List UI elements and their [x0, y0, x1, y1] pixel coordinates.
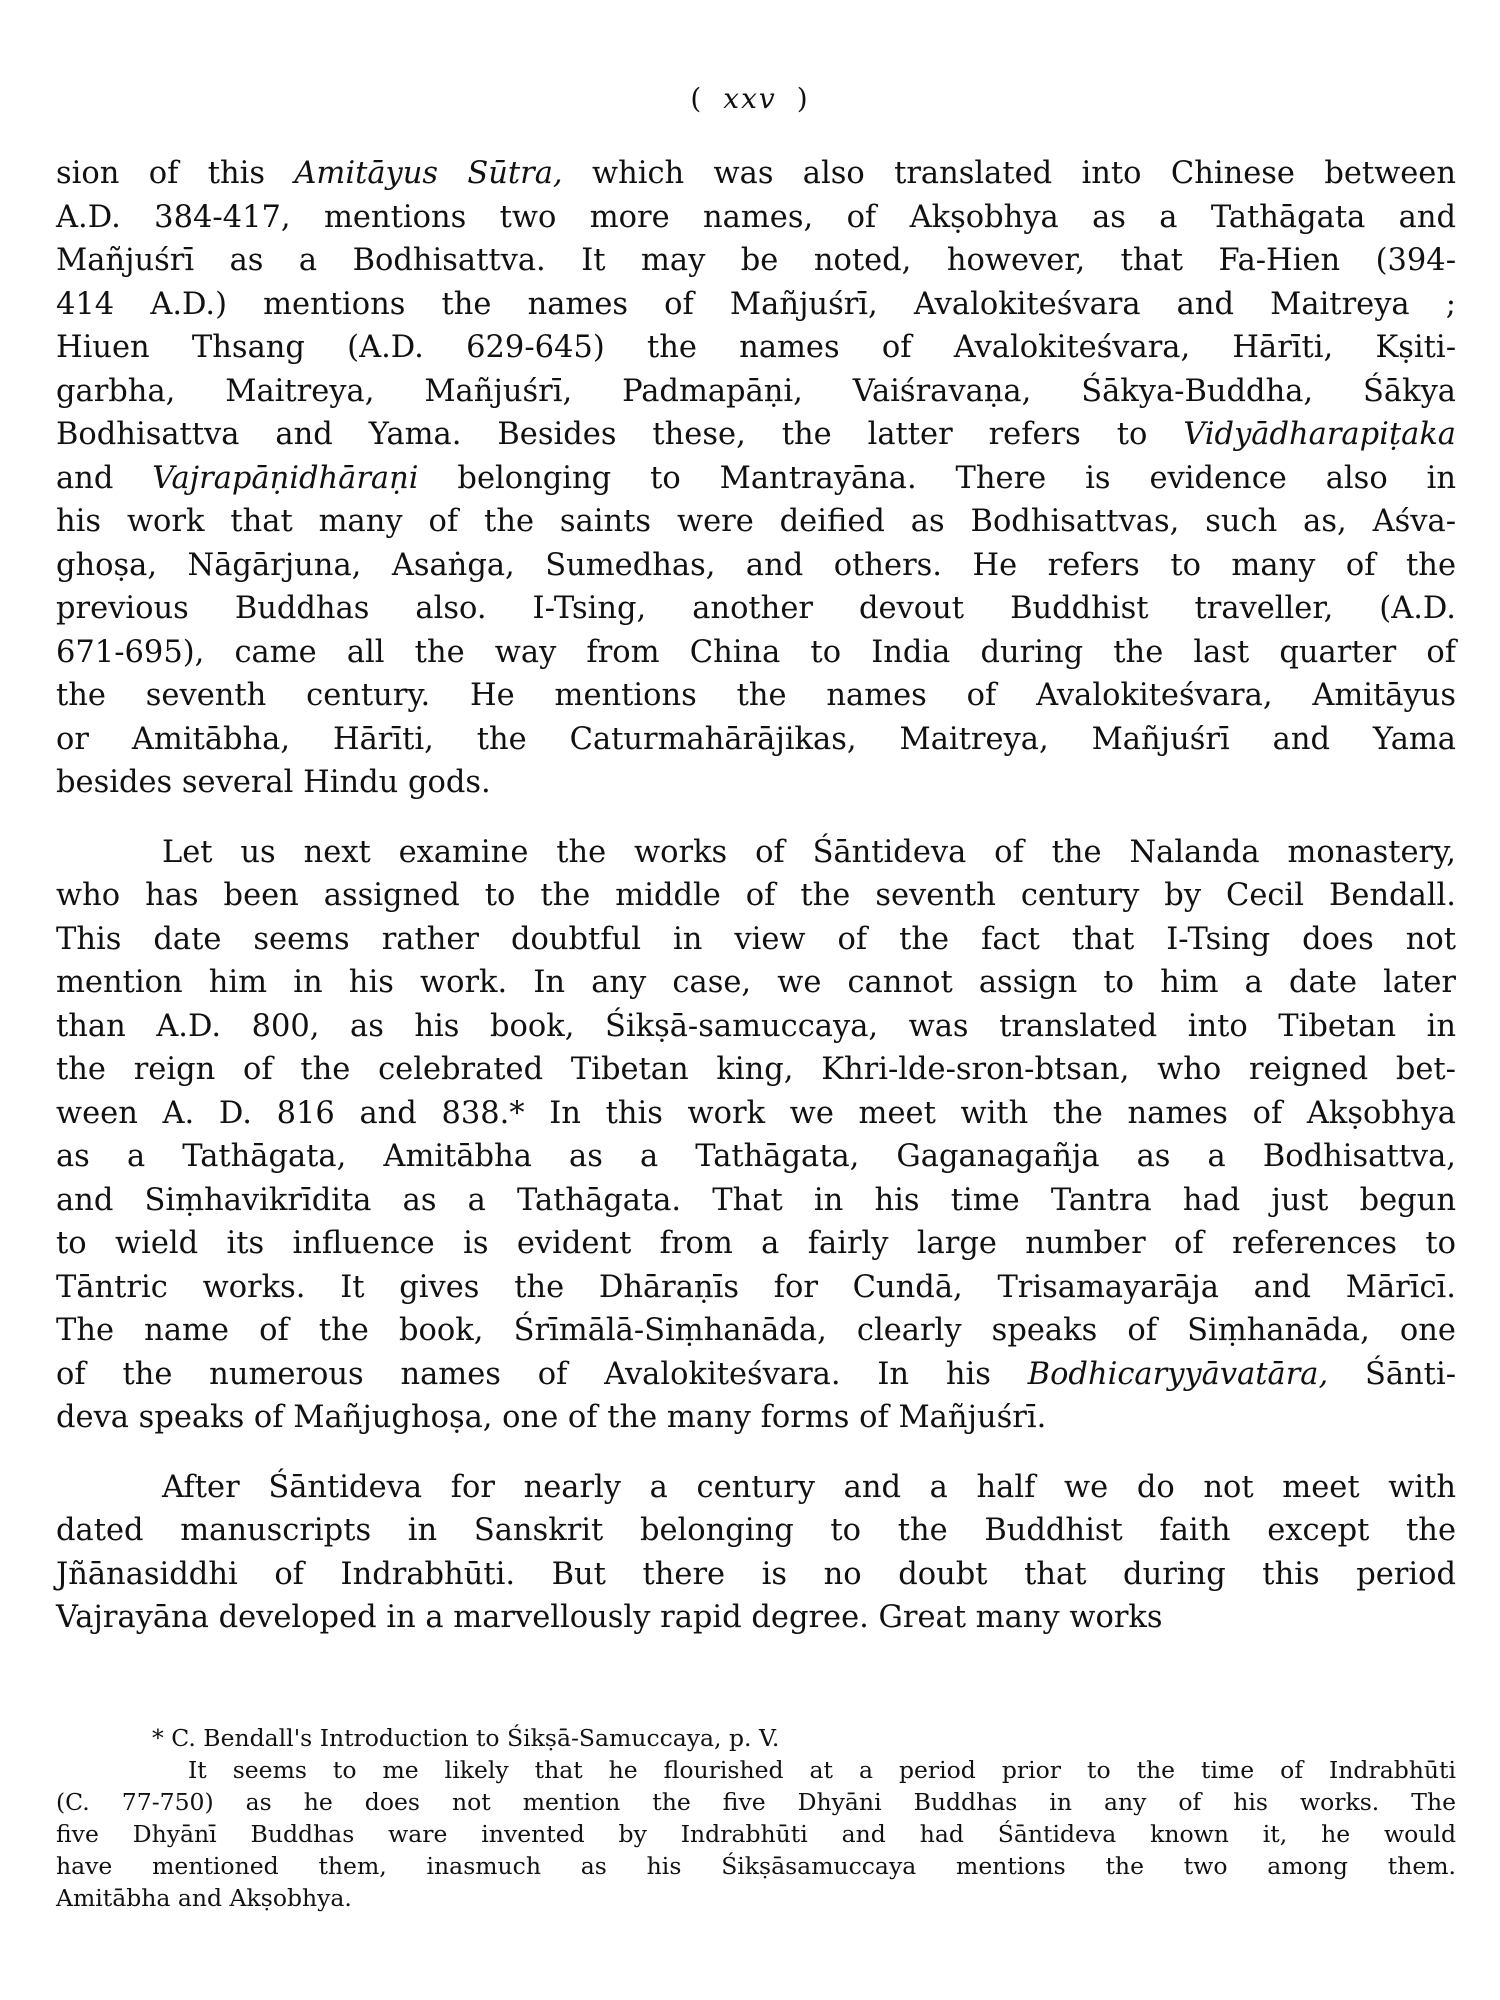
- text-segment: than A.D. 800, as his book, Śikṣā-samuccaya, was translated into Tibetan in: [56, 1008, 1456, 1044]
- body-text: [56, 152, 1456, 1666]
- text-line: [56, 674, 1456, 718]
- text-segment: belonging to Mantrayāna. There is evidence also in: [418, 460, 1456, 496]
- text-line: [56, 1005, 1456, 1049]
- text-segment: dated manuscripts in Sanskrit belonging to the Buddhist faith except the: [56, 1513, 1456, 1548]
- italic-title: Vajrapāṇidhāraṇi: [152, 460, 419, 496]
- text-line: [56, 918, 1456, 962]
- text-segment: garbha, Maitreya, Mañjuśrī, Padmapāṇi, Vaiśravaṇa, Śākya-Buddha, Śākya: [56, 373, 1456, 409]
- text-segment: The name of the book, Śrīmālā-Siṃhanāda, clearly speaks of Siṃhanāda, one: [56, 1313, 1456, 1348]
- text-line: [56, 761, 1456, 805]
- text-line: [56, 1179, 1456, 1223]
- text-line: [56, 544, 1456, 588]
- text-line: [56, 196, 1456, 240]
- footnote-line: have mentioned them, inasmuch as his Śikṣāsamuccaya mentions the two among them.: [56, 1852, 1456, 1880]
- text-segment: his work that many of the saints were deified as Bodhisattvas, such as, Aśva-: [56, 504, 1456, 539]
- italic-title: Vidyādharapiṭaka: [1183, 417, 1456, 452]
- text-line: [56, 500, 1456, 544]
- text-line: [56, 1553, 1456, 1597]
- text-segment: A.D. 384-417, mentions two more names, of Akṣobhya as a Tathāgata and: [56, 199, 1456, 235]
- text-segment: Bodhisattva and Yama. Besides these, the latter refers to: [56, 417, 1184, 452]
- text-segment: ween A. D. 816 and 838.* In this work we meet with the names of Akṣobhya: [56, 1095, 1456, 1131]
- text-segment: sion of this: [56, 156, 295, 191]
- text-line: [56, 718, 1456, 762]
- text-segment: and Siṃhavikrīdita as a Tathāgata. That in his time Tantra had just begun: [56, 1182, 1456, 1218]
- text-segment: besides several Hindu gods.: [56, 765, 491, 800]
- text-segment: deva speaks of Mañjughoṣa, one of the many forms of Mañjuśrī.: [56, 1400, 1047, 1435]
- text-line: [56, 1396, 1456, 1440]
- text-segment: mention him in his work. In any case, we cannot assign to him a date later: [56, 965, 1456, 1000]
- text-line: [56, 1266, 1456, 1310]
- text-line: [56, 1222, 1456, 1266]
- text-segment: 671-695), came all the way from China to India during the last quarter of: [56, 634, 1456, 670]
- text-segment: previous Buddhas also. I-Tsing, another devout Buddhist traveller, (A.D.: [56, 591, 1456, 626]
- footnote-line: It seems to me likely that he flourished at a period prior to the time of Indrabhūti: [188, 1756, 1456, 1784]
- text-segment: or Amitābha, Hārīti, the Caturmahārājikas, Maitreya, Mañjuśrī and Yama: [56, 721, 1456, 757]
- text-line: [56, 1092, 1456, 1136]
- text-segment: Śānti-: [1328, 1356, 1457, 1392]
- text-line: [56, 1135, 1456, 1179]
- text-segment: and: [56, 460, 153, 496]
- text-line: [56, 370, 1456, 414]
- text-segment: as a Tathāgata, Amitābha as a Tathāgata, Gaganagañja as a Bodhisattva,: [56, 1139, 1456, 1174]
- footnote: [56, 1722, 1456, 1914]
- footnote-line: (C. 77-750) as he does not mention the five Dhyāni Buddhas in any of his works. The: [56, 1788, 1456, 1816]
- text-segment: Vajrayāna developed in a marvellously rapid degree. Great many works: [56, 1600, 1163, 1635]
- text-line: [56, 326, 1456, 370]
- italic-title: Bodhicaryyāvatāra,: [1027, 1356, 1329, 1392]
- text-line: [56, 1353, 1456, 1397]
- text-segment: After Śāntideva for nearly a century and a half we do not meet with: [162, 1469, 1456, 1505]
- text-segment: to wield its influence is evident from a fairly large number of references to: [56, 1226, 1456, 1261]
- text-line: [56, 239, 1456, 283]
- text-line: [56, 1509, 1456, 1553]
- page-number-value: xxv: [723, 82, 777, 115]
- text-line: [56, 457, 1456, 501]
- text-segment: Jñānasiddhi of Indrabhūti. But there is no doubt that during this period: [56, 1556, 1456, 1592]
- text-segment: the reign of the celebrated Tibetan king, Khri-lde-sron-btsan, who reigned bet-: [56, 1052, 1456, 1087]
- text-line: [56, 961, 1456, 1005]
- text-line: [56, 152, 1456, 196]
- text-line: [56, 1048, 1456, 1092]
- text-segment: Mañjuśrī as a Bodhisattva. It may be noted, however, that Fa-Hien (394-: [56, 243, 1456, 278]
- text-segment: which was also translated into Chinese between: [562, 156, 1456, 191]
- text-line: [56, 631, 1456, 675]
- text-line: [56, 587, 1456, 631]
- text-segment: the seventh century. He mentions the names of Avalokiteśvara, Amitāyus: [56, 678, 1456, 713]
- page-number: ( xxv ): [690, 82, 810, 115]
- text-segment: ghoṣa, Nāgārjuna, Asaṅga, Sumedhas, and others. He refers to many of the: [56, 547, 1456, 583]
- italic-title: Amitāyus Sūtra,: [294, 156, 563, 191]
- text-line: [56, 413, 1456, 457]
- text-line: [56, 874, 1456, 918]
- text-line: [56, 283, 1456, 327]
- paragraph: [56, 152, 1456, 805]
- text-segment: Let us next examine the works of Śāntideva of the Nalanda monastery,: [162, 834, 1456, 870]
- text-segment: Hiuen Thsang (A.D. 629-645) the names of Avalokiteśvara, Hārīti, Kṣiti-: [56, 330, 1456, 365]
- footnote-line: * C. Bendall's Introduction to Śikṣā-Samuccaya, p. V.: [152, 1724, 780, 1752]
- text-segment: who has been assigned to the middle of the seventh century by Cecil Bendall.: [56, 878, 1456, 913]
- text-segment: Tāntric works. It gives the Dhāraṇīs for Cundā, Trisamayarāja and Mārīcī.: [56, 1269, 1456, 1305]
- text-line: [56, 831, 1456, 875]
- text-line: [56, 1309, 1456, 1353]
- paragraph: [56, 1466, 1456, 1640]
- text-segment: of the numerous names of Avalokiteśvara. In his: [56, 1356, 1028, 1392]
- text-line: [56, 1466, 1456, 1510]
- footnote-line: five Dhyānī Buddhas ware invented by Indrabhūti and had Śāntideva known it, he would: [56, 1820, 1456, 1848]
- text-segment: 414 A.D.) mentions the names of Mañjuśrī, Avalokiteśvara and Maitreya ;: [56, 286, 1456, 322]
- text-line: [56, 1596, 1456, 1640]
- text-segment: This date seems rather doubtful in view of the fact that I-Tsing does not: [56, 921, 1456, 957]
- paragraph: [56, 831, 1456, 1440]
- footnote-line: Amitābha and Akṣobhya.: [56, 1884, 352, 1912]
